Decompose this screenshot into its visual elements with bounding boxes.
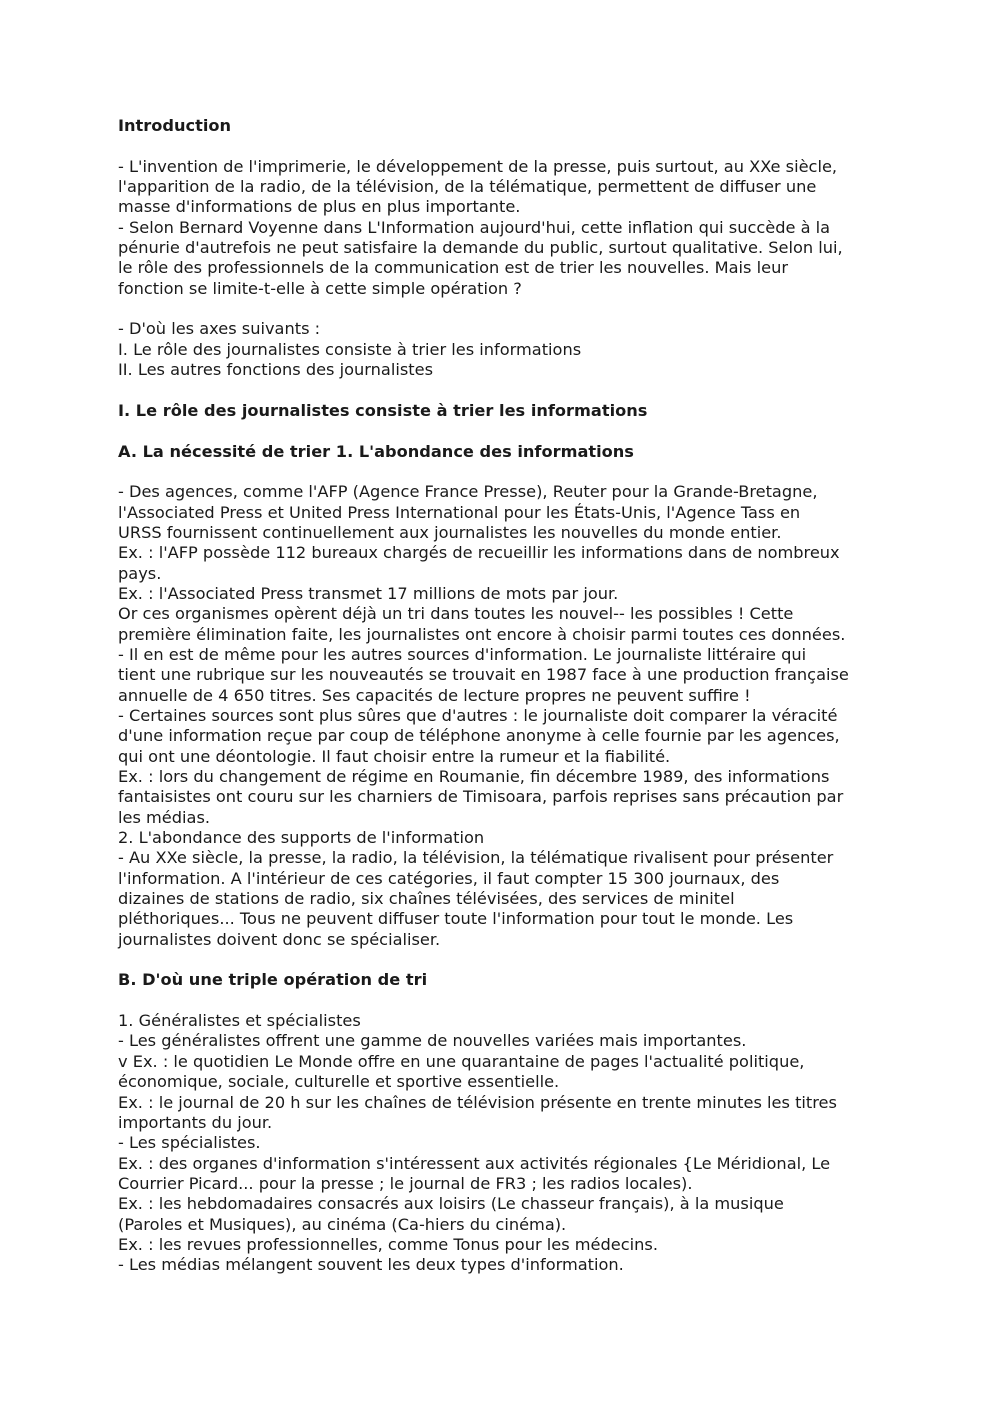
- text-line: Ex. : le journal de 20 h sur les chaînes de télévision présente en trente minutes les titres: [118, 1092, 837, 1112]
- blank-line: [118, 421, 898, 441]
- text-line: - Les spécialistes.: [118, 1133, 261, 1153]
- text-line: Ex. : des organes d'information s'intéressent aux activités régionales {Le Méridional, Le: [118, 1153, 831, 1173]
- text-line: pays.: [118, 563, 162, 583]
- text-line: masse d'informations de plus en plus importante.: [118, 197, 521, 217]
- blank-line: [118, 462, 898, 482]
- text-line: Courrier Picard... pour la presse ; le journal de FR3 ; les radios locales).: [118, 1173, 693, 1193]
- text-line: Ex. : lors du changement de régime en Roumanie, fin décembre 1989, des informations: [118, 767, 830, 786]
- text-line: - L'invention de l'imprimerie, le développement de la presse, puis surtout, au XXe siècle,: [118, 156, 838, 176]
- text-line: qui ont une déontologie. Il faut choisir entre la rumeur et la fiabilité.: [118, 746, 671, 766]
- section-heading: I. Le rôle des journalistes consiste à trier les informations: [118, 400, 648, 420]
- blank-line: [118, 299, 898, 319]
- text-line: première élimination faite, les journalistes ont encore à choisir parmi toutes ces données.: [118, 624, 846, 644]
- text-line: v Ex. : le quotidien Le Monde offre en une quarantaine de pages l'actualité politique,: [118, 1051, 805, 1071]
- text-line: l'apparition de la radio, de la télévision, de la télématique, permettent de diffuser une: [118, 177, 817, 197]
- section-heading: B. D'où une triple opération de tri: [118, 970, 428, 990]
- text-line: Ex. : les hebdomadaires consacrés aux loisirs (Le chasseur français), à la musique: [118, 1194, 784, 1214]
- text-line: l'Associated Press et United Press International pour les États-Unis, l'Agence Tass en: [118, 502, 801, 522]
- text-line: d'une information reçue par coup de téléphone anonyme à celle fournie par les agences,: [118, 726, 840, 746]
- text-line: - Selon Bernard Voyenne dans L'Information aujourd'hui, cette inflation qui succède à la: [118, 217, 831, 237]
- text-line: fonction se limite-t-elle à cette simple opération ?: [118, 278, 522, 298]
- text-line: économique, sociale, culturelle et sportive essentielle.: [118, 1072, 560, 1092]
- blank-line: [118, 950, 898, 970]
- text-line: - Au XXe siècle, la presse, la radio, la télévision, la télématique rivalisent pour présenter: [118, 848, 834, 868]
- text-line: l'information. A l'intérieur de ces catégories, il faut compter 15 300 journaux, des: [118, 868, 780, 888]
- text-line: 2. L'abondance des supports de l'information: [118, 828, 485, 848]
- text-line: les médias.: [118, 807, 211, 827]
- section-heading: A. La nécessité de trier 1. L'abondance des informations: [118, 441, 634, 461]
- text-line: 1. Généralistes et spécialistes: [118, 1011, 361, 1031]
- text-line: I. Le rôle des journalistes consiste à trier les informations: [118, 339, 582, 359]
- text-line: II. Les autres fonctions des journalistes: [118, 360, 434, 380]
- text-line: annuelle de 4 650 titres. Ses capacités de lecture propres ne peuvent suffire !: [118, 685, 751, 705]
- text-line: pléthoriques... Tous ne peuvent diffuser toute l'information pour tout le monde. Les: [118, 909, 794, 929]
- text-line: - Les généralistes offrent une gamme de nouvelles variées mais importantes.: [118, 1031, 747, 1051]
- text-line: - Il en est de même pour les autres sources d'information. Le journaliste littéraire qui: [118, 644, 807, 664]
- section-heading: Introduction: [118, 116, 232, 135]
- text-line: tient une rubrique sur les nouveautés se trouvait en 1987 face à une production française: [118, 665, 849, 685]
- text-line: journalistes doivent donc se spécialiser.: [118, 929, 441, 949]
- text-line: pénurie d'autrefois ne peut satisfaire la demande du public, surtout qualitative. Selon lui,: [118, 238, 843, 258]
- text-line: Ex. : les revues professionnelles, comme Tonus pour les médecins.: [118, 1234, 658, 1254]
- text-line: importants du jour.: [118, 1112, 273, 1132]
- text-line: Ex. : l'Associated Press transmet 17 millions de mots par jour.: [118, 583, 619, 603]
- text-line: - D'où les axes suivants :: [118, 319, 321, 339]
- text-line: (Paroles et Musiques), au cinéma (Ca-hiers du cinéma).: [118, 1214, 567, 1234]
- text-line: dizaines de stations de radio, six chaînes télévisées, des services de minitel: [118, 889, 735, 909]
- text-line: Or ces organismes opèrent déjà un tri dans toutes les nouvel-- les possibles ! Cette: [118, 604, 794, 624]
- blank-line: [118, 991, 898, 1011]
- blank-line: [118, 380, 898, 400]
- blank-line: [118, 136, 898, 156]
- text-line: - Des agences, comme l'AFP (Agence France Presse), Reuter pour la Grande-Bretagne,: [118, 482, 818, 502]
- text-line: - Certaines sources sont plus sûres que d'autres : le journaliste doit comparer la véracité: [118, 705, 838, 725]
- text-line: fantaisistes ont couru sur les charniers de Timisoara, parfois reprises sans précaution par: [118, 787, 844, 807]
- text-line: - Les médias mélangent souvent les deux types d'information.: [118, 1255, 624, 1275]
- text-line: Ex. : l'AFP possède 112 bureaux chargés de recueillir les informations dans de nombreux: [118, 543, 840, 563]
- text-line: le rôle des professionnels de la communication est de trier les nouvelles. Mais leur: [118, 258, 788, 278]
- text-line: URSS fournissent continuellement aux journalistes les nouvelles du monde entier.: [118, 522, 782, 542]
- document-page: [118, 116, 898, 1276]
